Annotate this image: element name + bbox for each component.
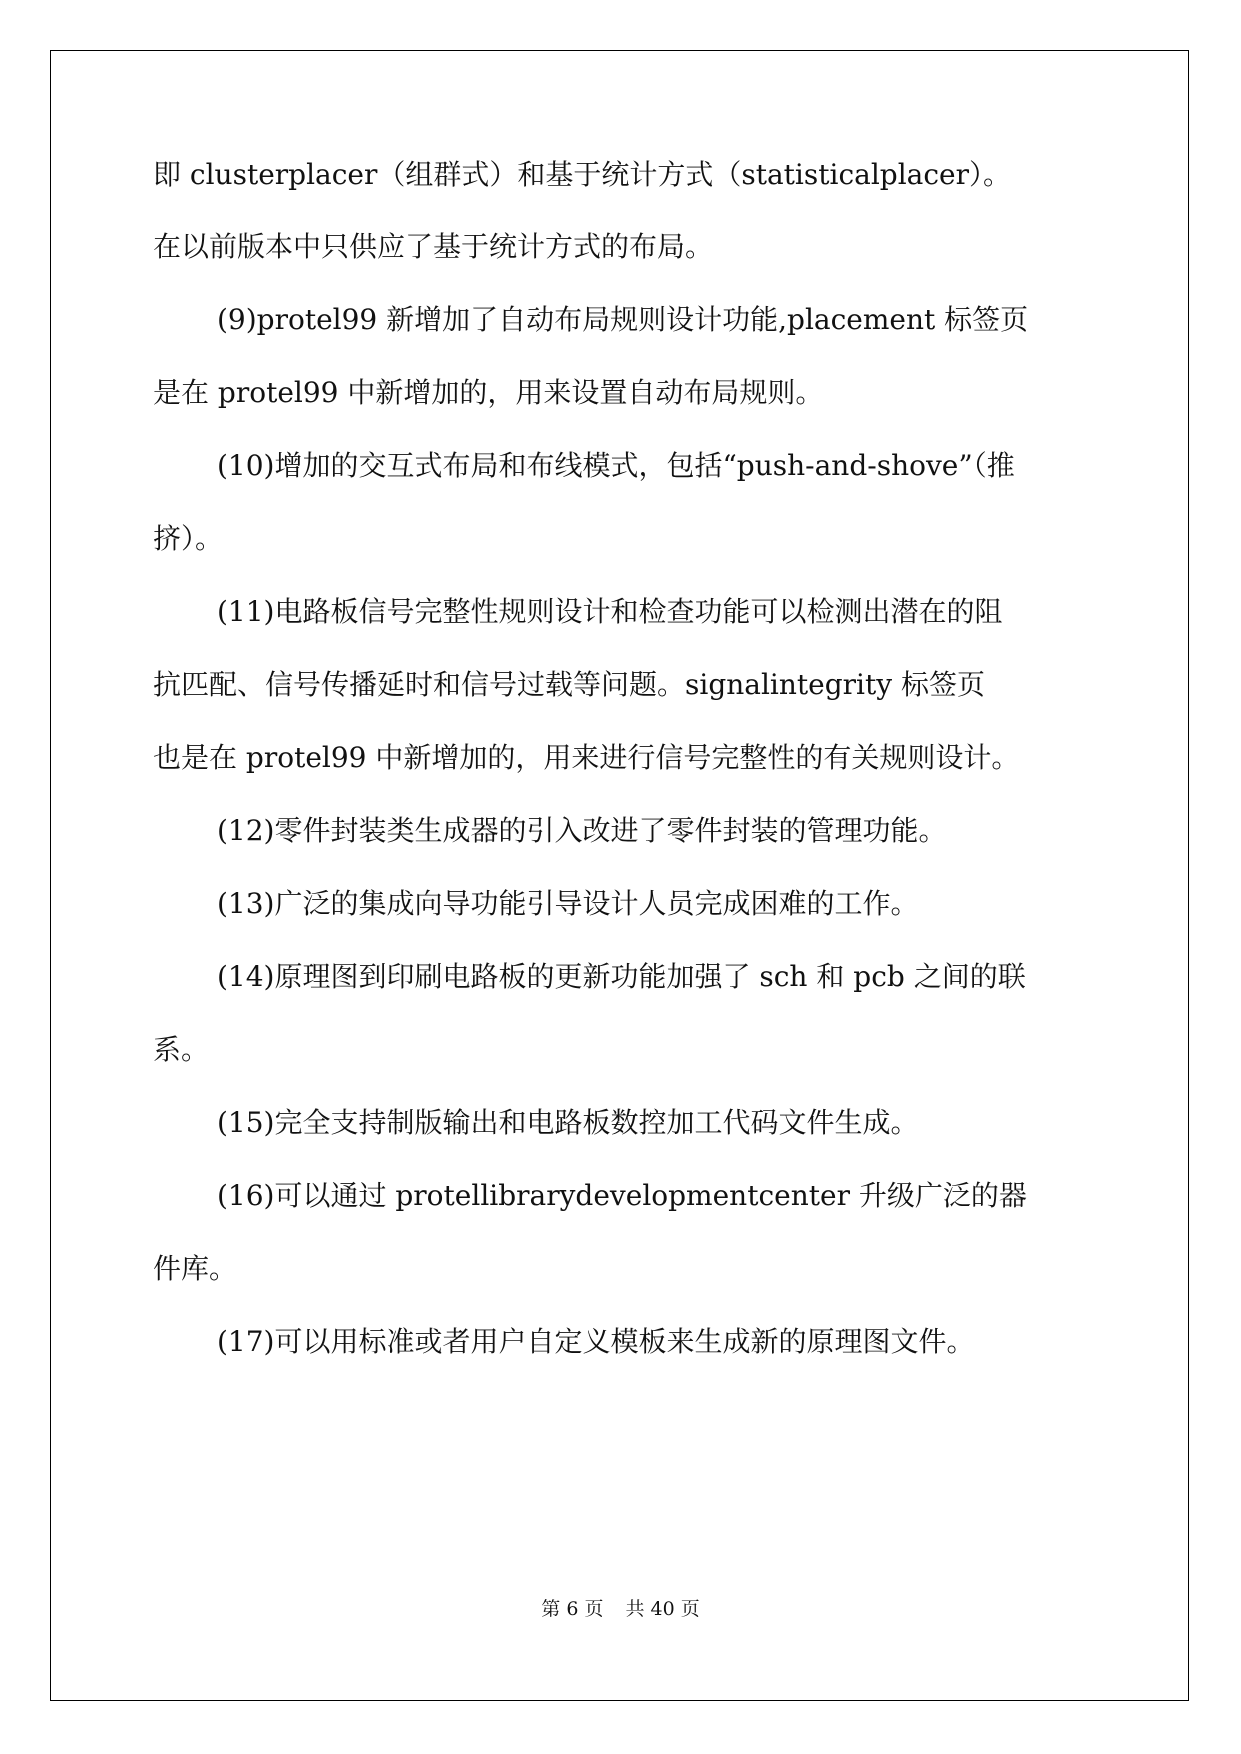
text-line: (11)电路板信号完整性规则设计和检查功能可以检测出潜在的阻 [217,595,1003,628]
text-line: 挤）。 [153,522,224,555]
text-line: (9)protel99 新增加了自动布局规则设计功能,placement 标签页 [217,303,1029,336]
text-line: 抗匹配、信号传播延时和信号过载等问题。signalintegrity 标签页 [153,668,985,701]
text-line: 在以前版本中只供应了基于统计方式的布局。 [153,230,714,263]
page-border [50,50,1189,1701]
text-line: 件库。 [153,1252,238,1285]
text-line: 即 clusterplacer（组群式）和基于统计方式（statisticalplacer）。 [153,158,1011,191]
text-line: (13)广泛的集成向导功能引导设计人员完成困难的工作。 [217,887,919,920]
page-number-total: 共 40 页 [625,1598,700,1620]
text-line: (17)可以用标准或者用户自定义模板来生成新的原理图文件。 [217,1325,975,1358]
text-line: (16)可以通过 protellibrarydevelopmentcenter 升级广泛的器 [217,1179,1027,1212]
text-line: 也是在 protel99 中新增加的，用来进行信号完整性的有关规则设计。 [153,741,1020,774]
text-line: (14)原理图到印刷电路板的更新功能加强了 sch 和 pcb 之间的联 [217,960,1026,993]
text-line: 是在 protel99 中新增加的，用来设置自动布局规则。 [153,376,824,409]
text-line: 系。 [153,1033,210,1066]
page-footer [0,1595,1241,1623]
page-number-current: 第 6 页 [541,1598,604,1620]
text-line: (12)零件封装类生成器的引入改进了零件封装的管理功能。 [217,814,947,847]
text-line: (15)完全支持制版输出和电路板数控加工代码文件生成。 [217,1106,919,1139]
text-line: (10)增加的交互式布局和布线模式，包括“push-and-shove”（推 [217,449,1015,482]
